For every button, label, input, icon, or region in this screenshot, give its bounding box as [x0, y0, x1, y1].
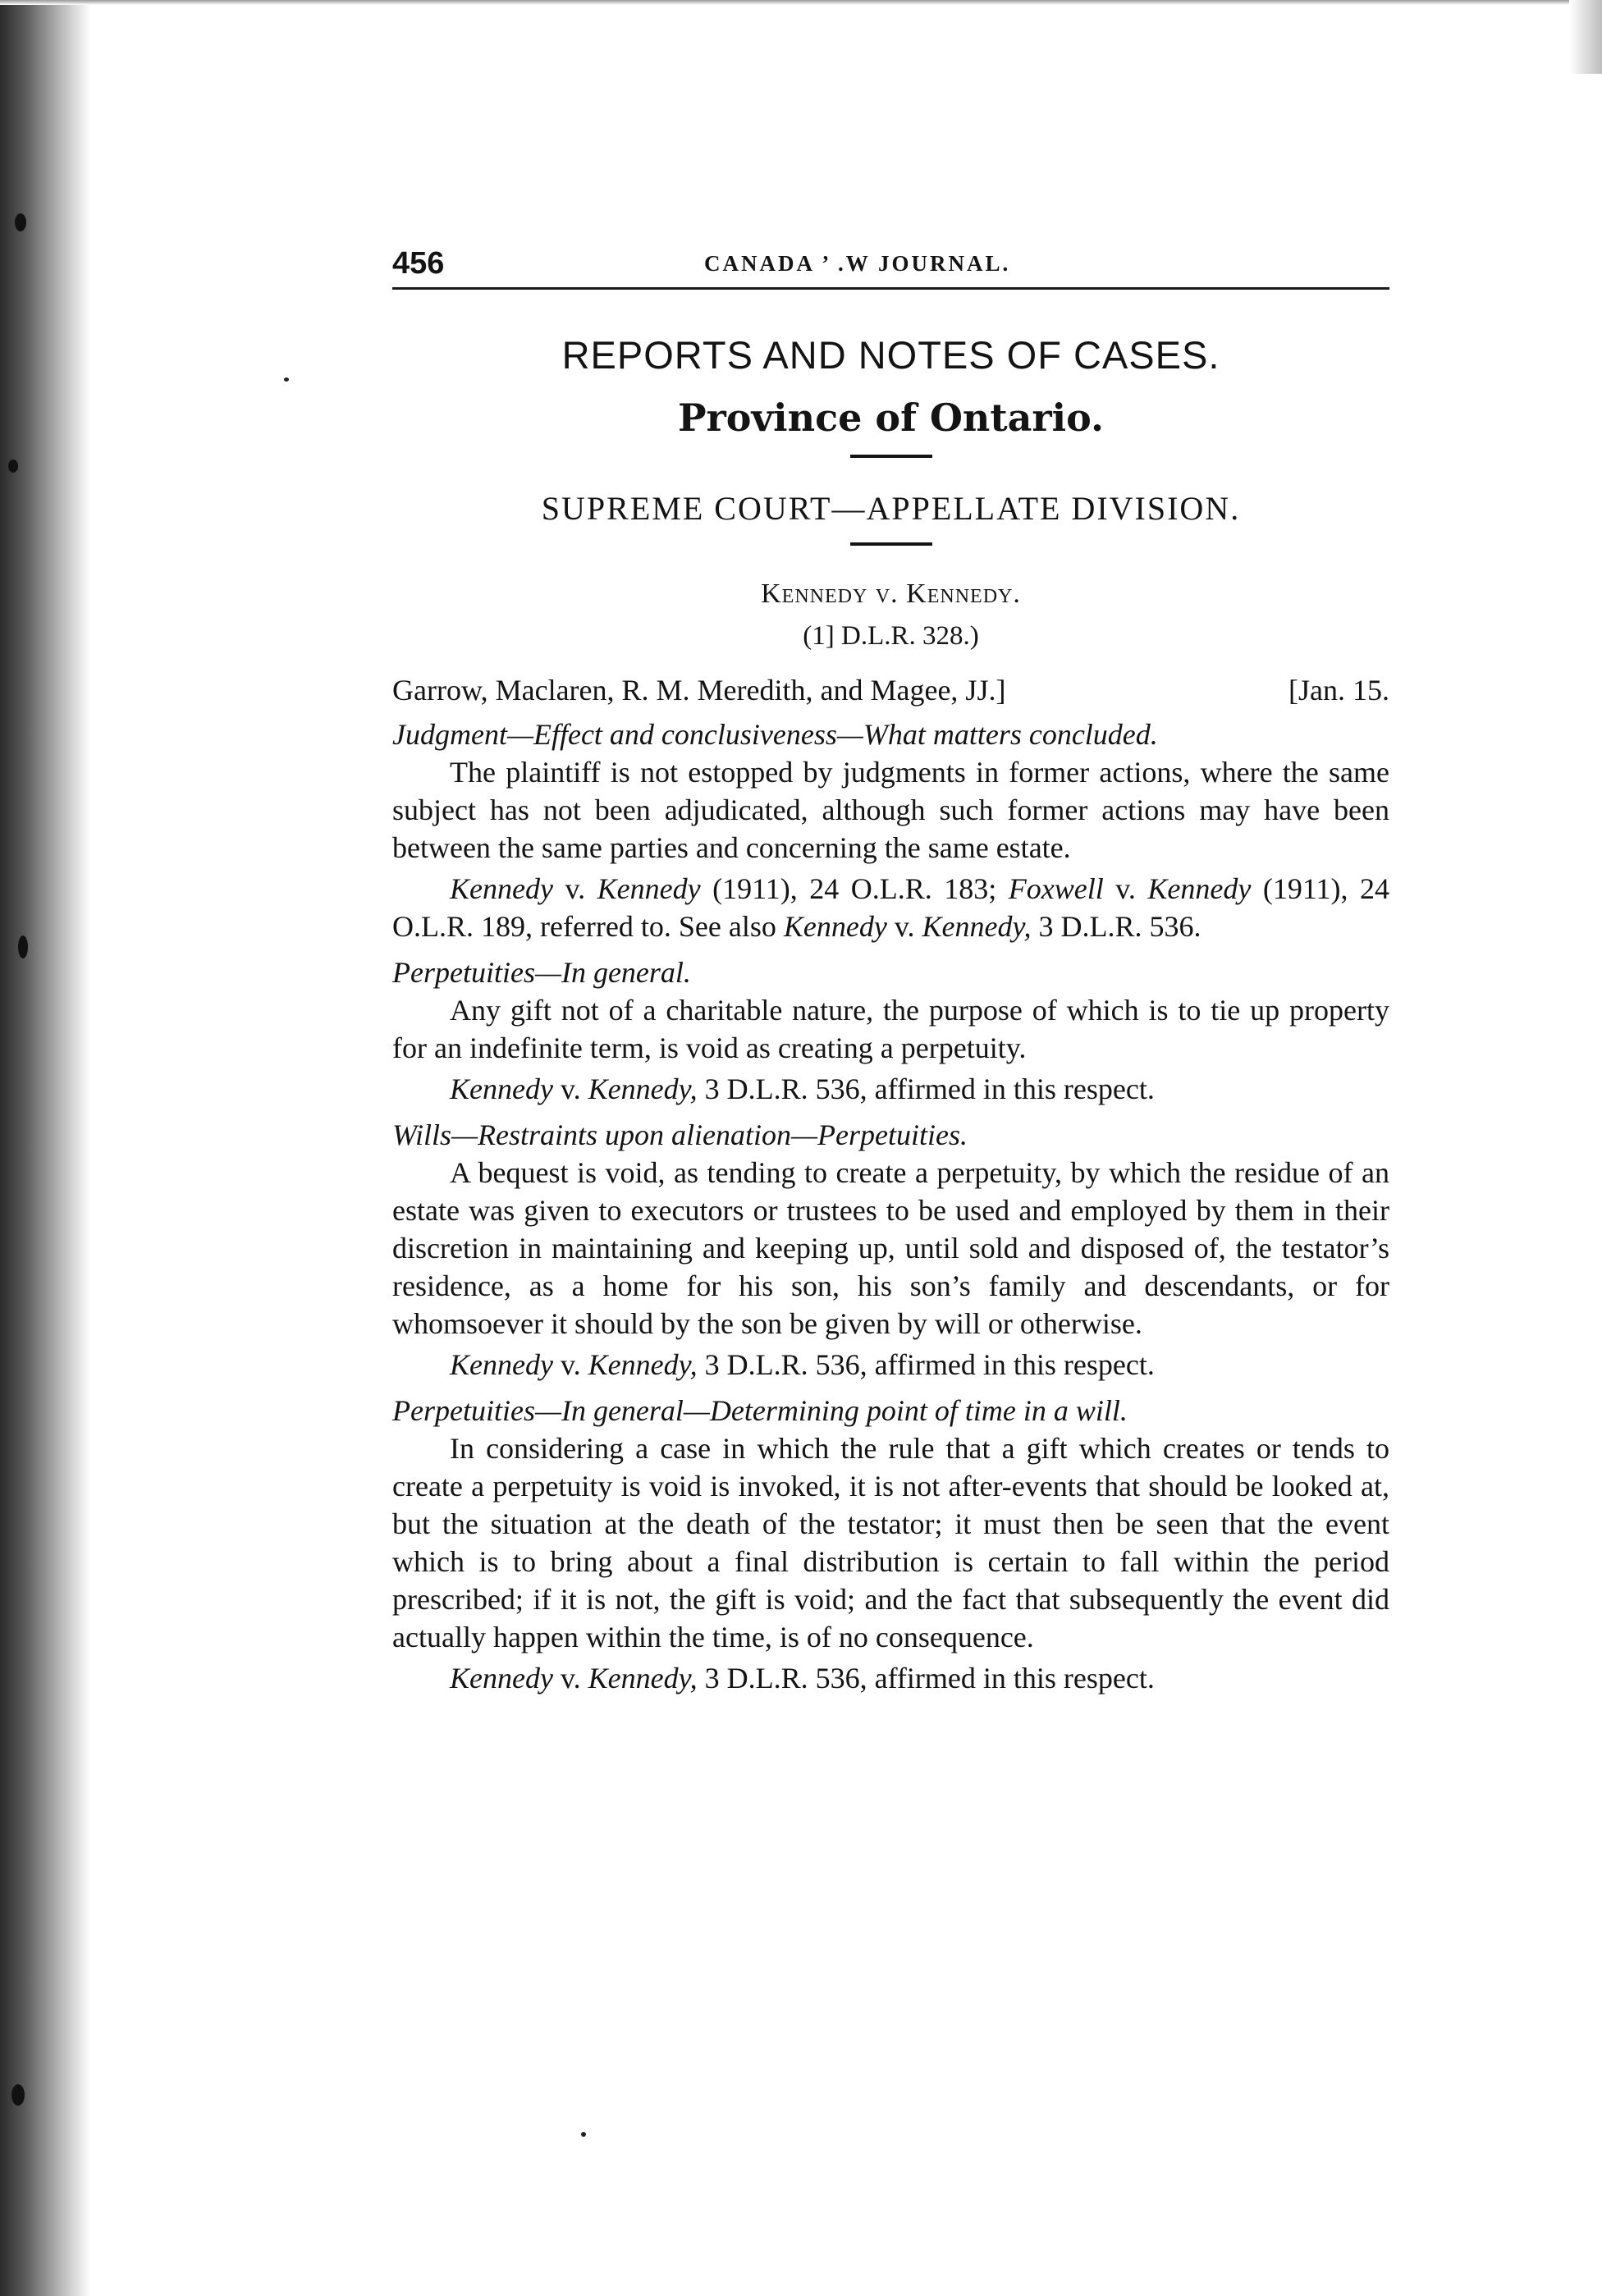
- case-reference: [392, 870, 1389, 945]
- title-rule: [850, 455, 932, 458]
- binding-speck: [11, 2084, 25, 2106]
- court-title: SUPREME COURT—APPELLATE DIVISION.: [541, 490, 1241, 527]
- case-reference: [392, 1659, 1389, 1697]
- section-heading: Wills—Restraints upon alienation—Perpetuities.: [392, 1118, 968, 1151]
- section-title: REPORTS AND NOTES OF CASES.: [561, 333, 1220, 377]
- section-body: In considering a case in which the rule that a gift which creates or tends to create a perpetuity is void is invoked, it is not after-events that should be looked at, but the situation at the death of the testator; it must then be seen that the event which is to bring about a final distribution is certain to fall within the period prescribed; if it is not, the gift is void; and the fact that subsequently the event did actually happen within the time, is of no consequence.: [392, 1432, 1389, 1653]
- case-reference: [392, 1070, 1389, 1108]
- ref-case-name: Kennedy: [450, 872, 553, 905]
- ref-case-name: Kennedy: [450, 1662, 553, 1695]
- section-heading: Perpetuities—In general.: [392, 956, 691, 989]
- ref-text: v.: [552, 1073, 588, 1105]
- ref-text: v.: [1103, 872, 1148, 905]
- ref-case-name: Foxwell: [1008, 872, 1104, 905]
- judges: Garrow, Maclaren, R. M. Meredith, and Magee, JJ.]: [392, 674, 1006, 707]
- ref-case-name: Kennedy,: [588, 1662, 698, 1695]
- ref-text: v.: [552, 872, 597, 905]
- case-reference: [392, 1346, 1389, 1384]
- case-citation: (1] D.L.R. 328.): [803, 621, 979, 651]
- journal-title: CANADA ’ .W JOURNAL.: [704, 251, 1011, 276]
- section-body: A bequest is void, as tending to create a perpetuity, by which the residue of an estate was given to executors or trustees to be used and employed by them in their discretion in maintaining and keeping up, until sold and disposed of, the testator’s residence, as a home for his son, his son’s family and descendants, or for whomsoever it should by the son be given by will or otherwise.: [392, 1156, 1389, 1340]
- ref-text: 3 D.L.R. 536, affirmed in this respect.: [697, 1073, 1155, 1105]
- ref-case-name: Kennedy: [783, 910, 887, 943]
- binding-speck: [15, 213, 26, 231]
- ref-text: 3 D.L.R. 536, affirmed in this respect.: [697, 1662, 1155, 1695]
- ref-text: (1911), 24 O.L.R. 183;: [700, 872, 1009, 905]
- section-heading: Judgment—Effect and conclusiveness—What matters concluded.: [392, 718, 1158, 751]
- binding-speck: [18, 935, 28, 958]
- ref-case-name: Kennedy: [450, 1348, 553, 1381]
- running-head: [392, 238, 1389, 290]
- binding-speck: [8, 460, 18, 473]
- page-number: 456: [392, 246, 445, 281]
- scan-dust-mark: [284, 377, 289, 382]
- judges-line: [392, 673, 1389, 707]
- ref-case-name: Kennedy,: [922, 910, 1032, 943]
- ref-text: (1911), 24 O.L.R. 189, referred to. See also: [392, 872, 1389, 943]
- scan-top-edge: [0, 0, 1602, 5]
- judgment-date: [Jan. 15.: [1288, 674, 1389, 707]
- ref-case-name: Kennedy: [597, 872, 701, 905]
- province-title: Province of Ontario.: [677, 396, 1105, 440]
- section-heading: Perpetuities—In general—Determining point of time in a will.: [392, 1394, 1128, 1427]
- ref-case-name: Kennedy,: [588, 1073, 698, 1105]
- ref-case-name: Kennedy,: [588, 1348, 698, 1381]
- document-page: [392, 238, 1389, 1697]
- ref-text: v.: [552, 1348, 588, 1381]
- scan-corner-shadow: [1569, 0, 1602, 74]
- ref-text: 3 D.L.R. 536.: [1031, 910, 1202, 943]
- scan-dust-mark: [581, 2132, 586, 2137]
- ref-text: v.: [552, 1662, 588, 1695]
- section-body: Any gift not of a charitable nature, the purpose of which is to tie up property for an indefinite term, is void as creating a perpetuity.: [392, 994, 1389, 1064]
- ref-case-name: Kennedy: [450, 1073, 553, 1105]
- case-title: Kennedy v. Kennedy.: [761, 579, 1021, 609]
- section-body: The plaintiff is not estopped by judgments in former actions, where the same subject has not been adjudicated, although such former actions may have been between the same parties and concerning the same estate.: [392, 756, 1389, 864]
- ref-case-name: Kennedy: [1147, 872, 1252, 905]
- court-rule: [850, 542, 932, 546]
- ref-text: v.: [886, 910, 922, 943]
- ref-text: 3 D.L.R. 536, affirmed in this respect.: [697, 1348, 1155, 1381]
- page-binding-edge: [0, 0, 90, 2296]
